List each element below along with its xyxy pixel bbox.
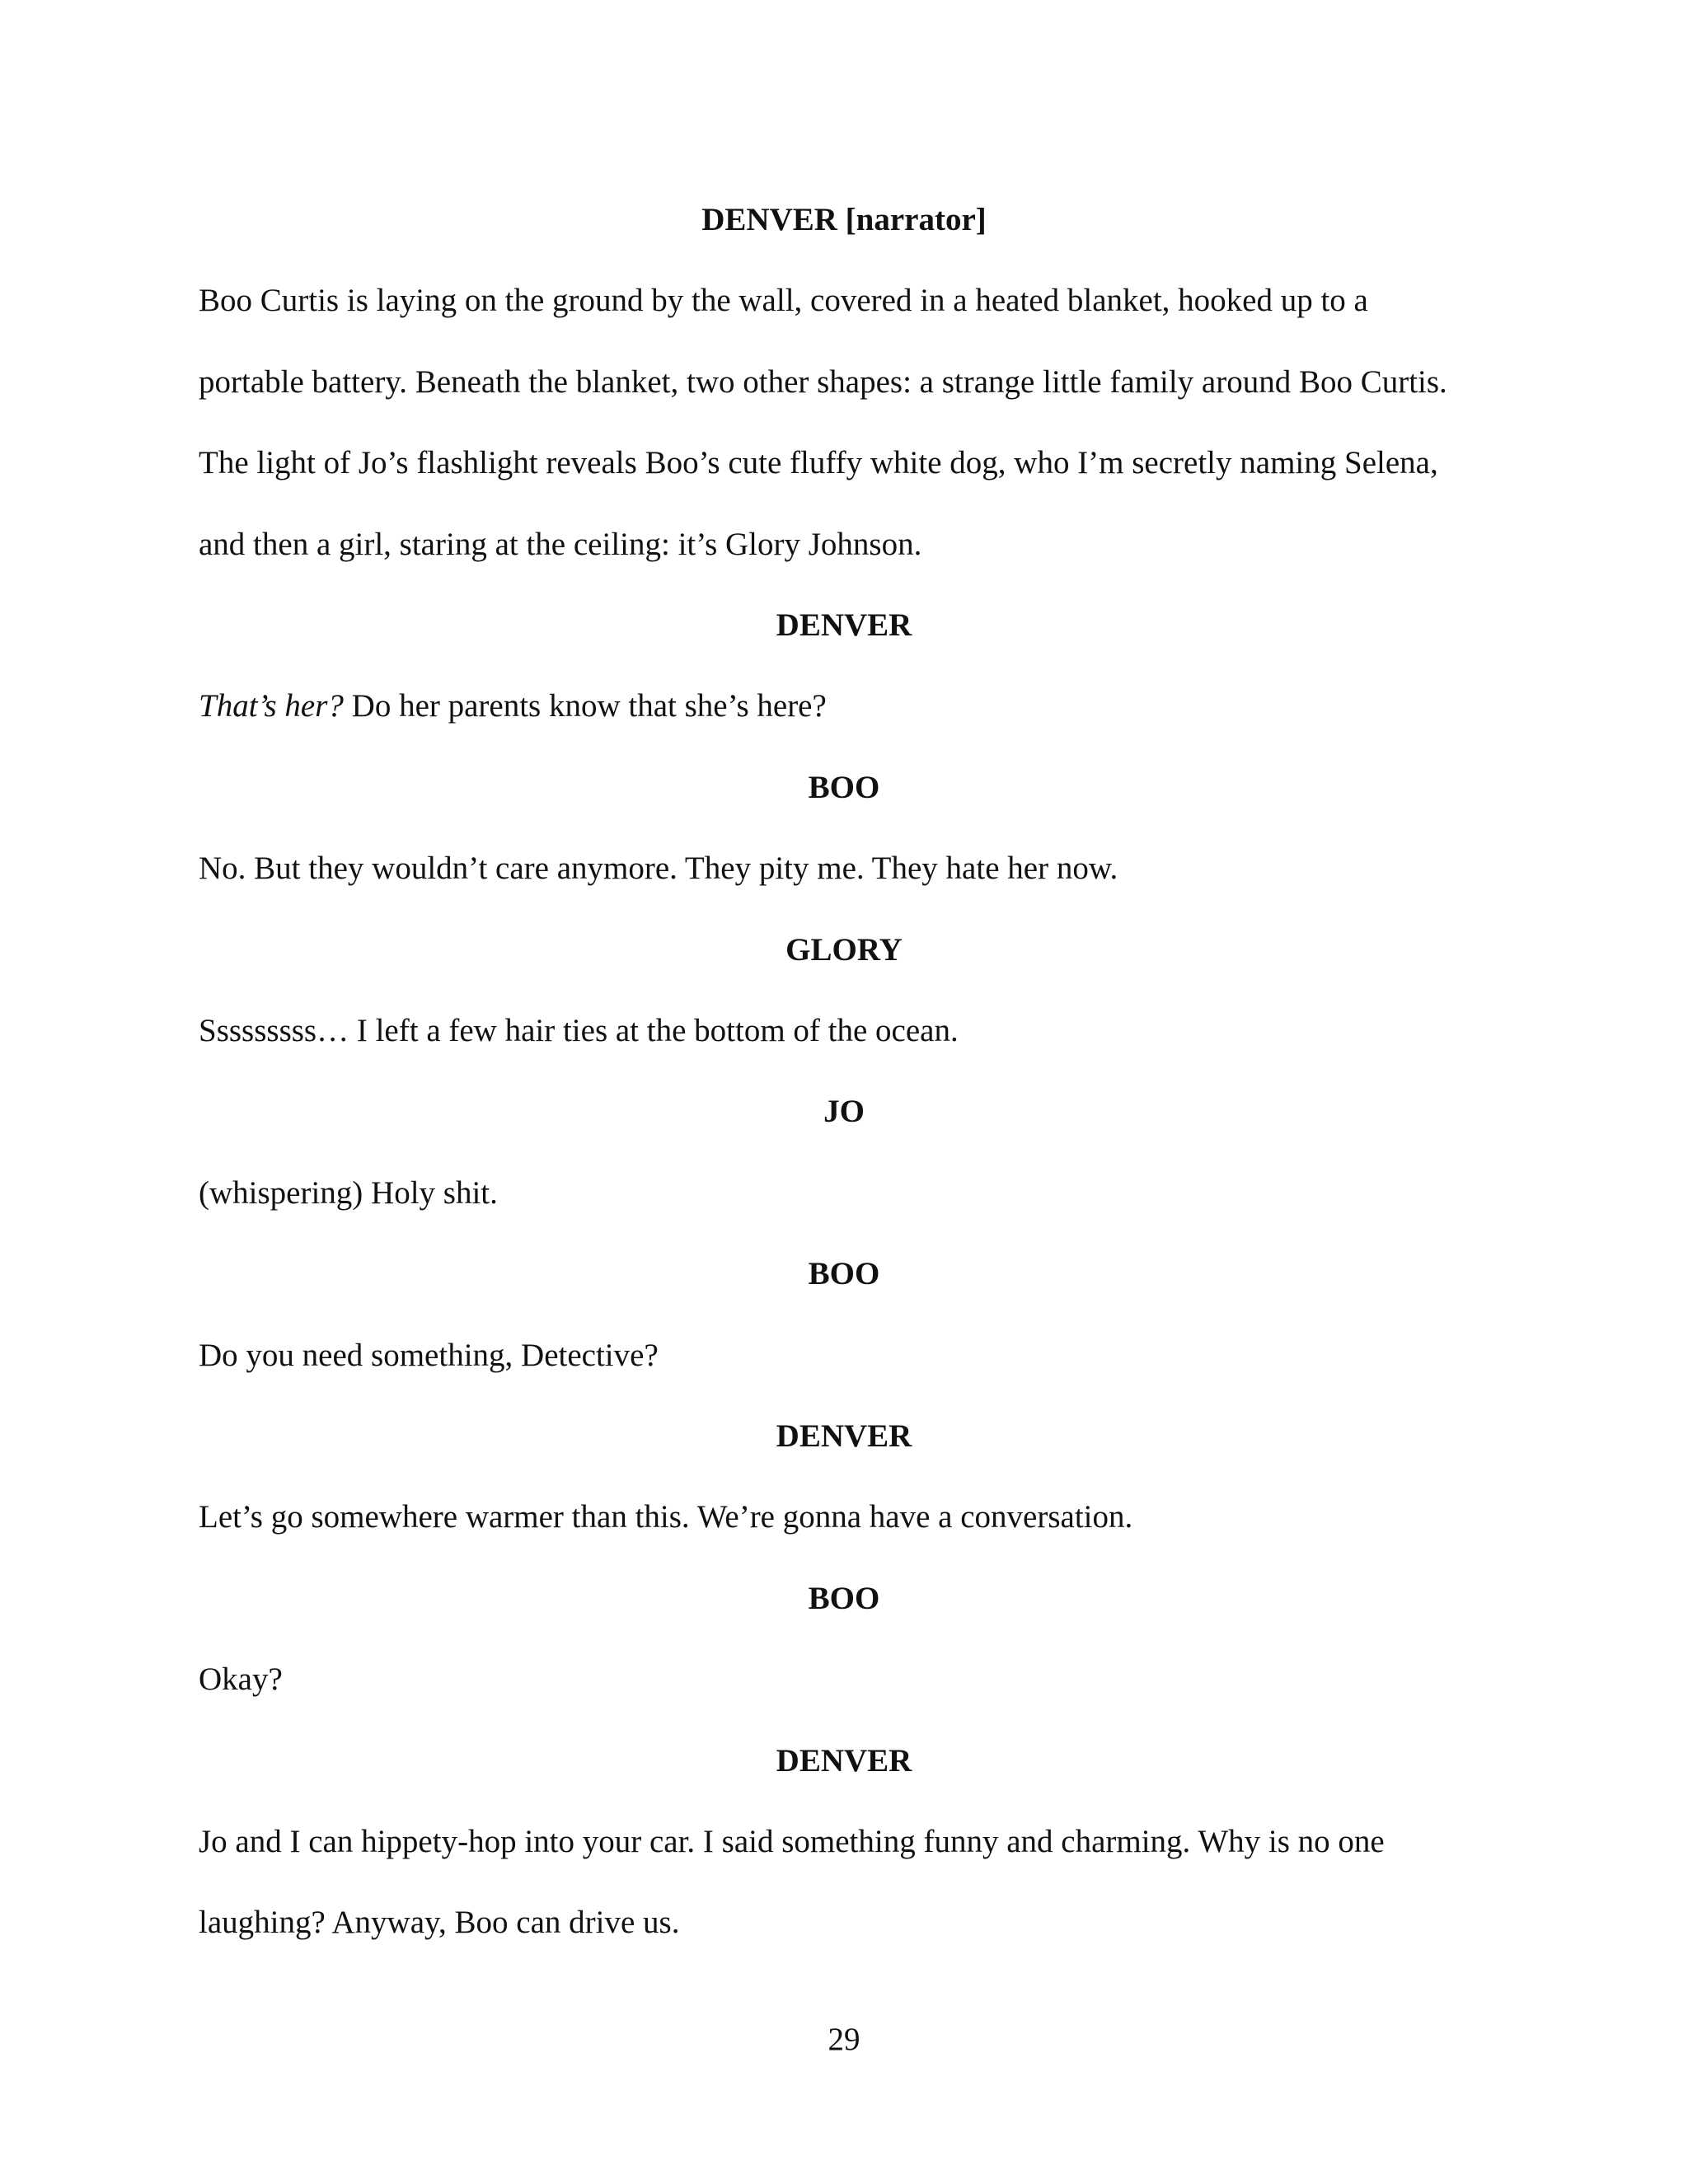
speaker-heading: DENVER — [776, 607, 912, 643]
speaker-heading: JO — [823, 1094, 865, 1129]
dialogue-line: laughing? Anyway, Boo can drive us. — [199, 1905, 680, 1940]
narration-line: Boo Curtis is laying on the ground by the wall, covered in a heated blanket, hooked up to a — [199, 283, 1368, 318]
dialogue-line: Jo and I can hippety-hop into your car. I said something funny and charming. Why is no one — [199, 1824, 1385, 1859]
dialogue-line: Sssssssss… I left a few hair ties at the bottom of the ocean. — [199, 1013, 959, 1048]
speaker-heading: DENVER — [776, 1418, 912, 1454]
dialogue-line: Okay? — [199, 1661, 283, 1697]
speaker-heading: GLORY — [785, 932, 903, 968]
speaker-heading: BOO — [808, 1581, 880, 1616]
emphasized-text: That’s her? — [199, 688, 344, 724]
speaker-heading: DENVER [narrator] — [701, 202, 987, 237]
dialogue-line: No. But they wouldn’t care anymore. They pity me. They hate her now. — [199, 851, 1118, 886]
dialogue-line: Do you need something, Detective? — [199, 1338, 659, 1373]
narration-line: The light of Jo’s flashlight reveals Boo’s cute fluffy white dog, who I’m secretly naming Selena, — [199, 445, 1438, 480]
dialogue-line: (whispering) Holy shit. — [199, 1175, 498, 1211]
dialogue-line — [199, 687, 827, 726]
narration-line: and then a girl, staring at the ceiling: it’s Glory Johnson. — [199, 527, 922, 562]
dialogue-text: Do her parents know that she’s here? — [343, 688, 827, 724]
narration-line: portable battery. Beneath the blanket, two other shapes: a strange little family around Boo Curtis. — [199, 364, 1447, 400]
speaker-heading: BOO — [808, 1256, 880, 1291]
page-number: 29 — [828, 2022, 860, 2057]
speaker-heading: BOO — [808, 770, 880, 805]
speaker-heading: DENVER — [776, 1743, 912, 1779]
dialogue-line: Let’s go somewhere warmer than this. We’re gonna have a conversation. — [199, 1499, 1133, 1535]
